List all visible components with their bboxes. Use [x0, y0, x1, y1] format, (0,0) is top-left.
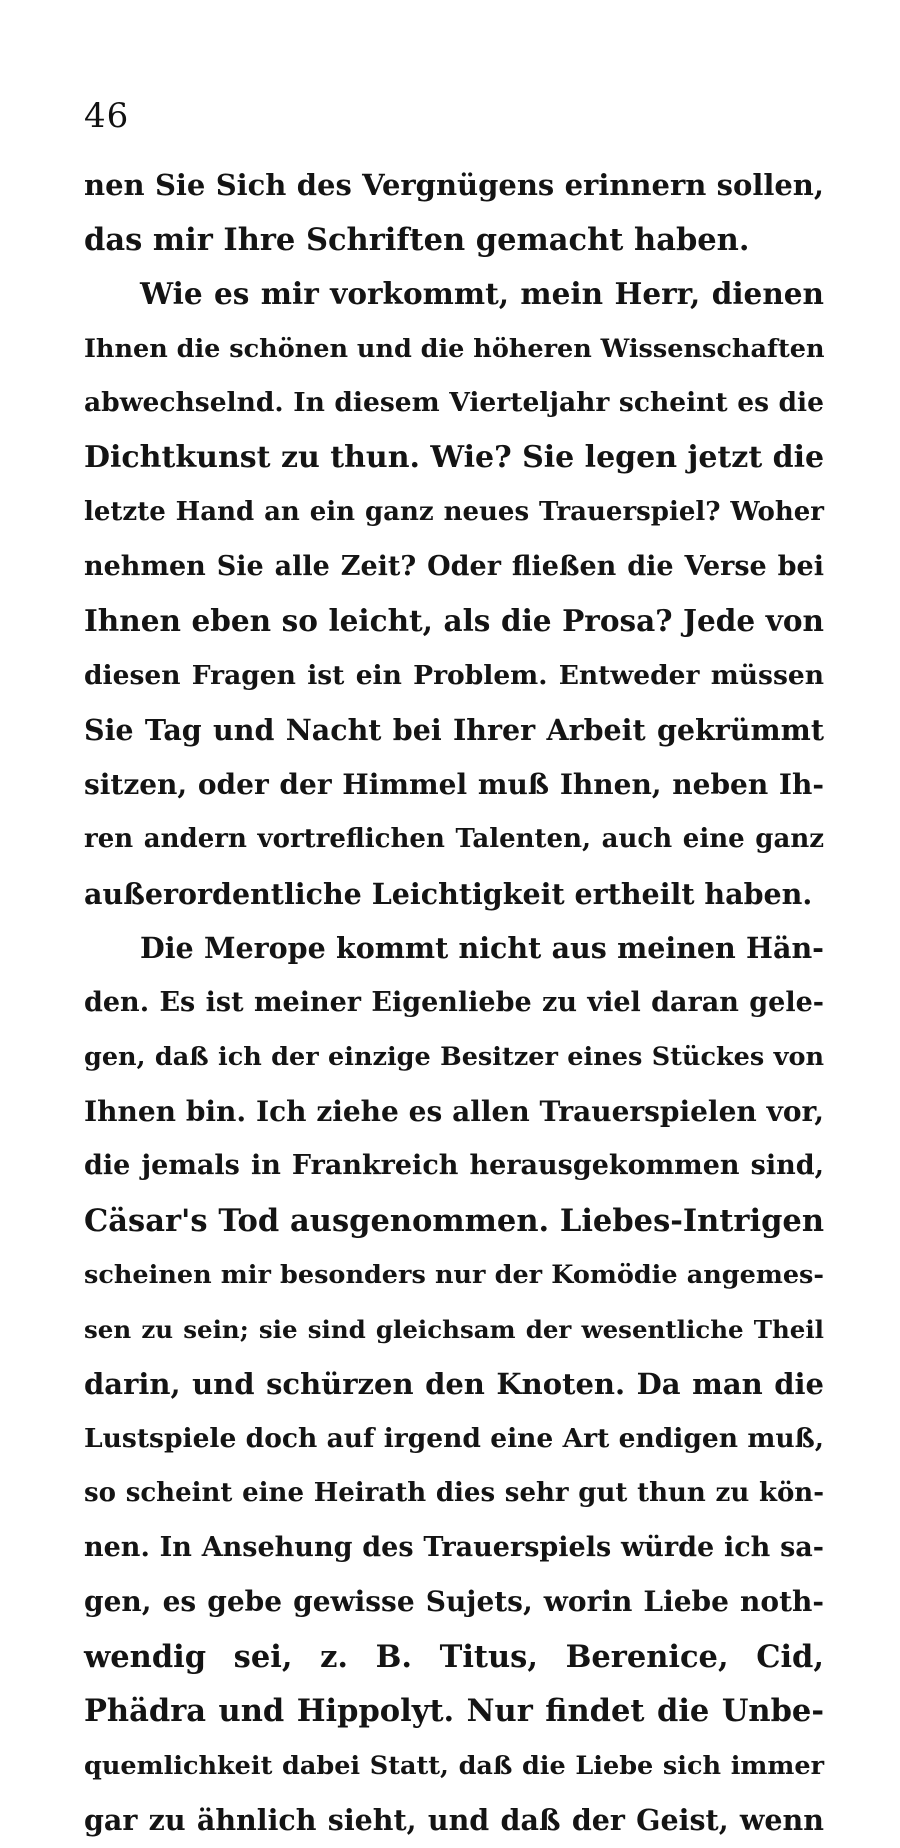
text-line: Ihnen bin. Ich ziehe es allen Trauerspielen vor, — [84, 1094, 824, 1128]
text-line: quemlichkeit dabei Statt, daß die Liebe sich immer — [84, 1750, 824, 1781]
text-line: den. Es ist meiner Eigenliebe zu viel daran gele- — [84, 986, 824, 1018]
text-line: wendig sei, z. B. Titus, Berenice, Cid, — [84, 1638, 824, 1675]
text-line: Wie es mir vorkommt, mein Herr, dienen — [140, 276, 824, 311]
text-line: nen Sie Sich des Vergnügens erinnern sollen, — [84, 168, 824, 202]
text-line: Dichtkunst zu thun. Wie? Sie legen jetzt die — [84, 439, 825, 475]
text-line: so scheint eine Heirath dies sehr gut thun zu kön- — [84, 1478, 824, 1508]
text-line: nehmen Sie alle Zeit? Oder fließen die Verse bei — [84, 550, 824, 582]
text-line: Lustspiele doch auf irgend eine Art endigen muß, — [84, 1422, 824, 1454]
text-line: die jemals in Frankreich herausgekommen sind, — [84, 1150, 824, 1181]
page-number: 46 — [84, 96, 130, 136]
text-line: diesen Fragen ist ein Problem. Entweder müssen — [84, 659, 824, 691]
text-line: sen zu sein; sie sind gleichsam der wesentliche Theil — [84, 1314, 824, 1344]
text-line: gen, daß ich der einzige Besitzer eines Stückes von — [84, 1042, 824, 1072]
text-line: außerordentliche Leichtigkeit ertheilt haben. — [84, 876, 813, 911]
text-line: Sie Tag und Nacht bei Ihrer Arbeit gekrümmt — [84, 713, 824, 747]
text-line: Ihnen eben so leicht, als die Prosa? Jede von — [84, 603, 824, 638]
text-line: sitzen, oder der Himmel muß Ihnen, neben Ih- — [84, 767, 824, 801]
text-line: gar zu ähnlich sieht, und daß der Geist, wenn — [84, 1803, 824, 1837]
text-line: gen, es gebe gewisse Sujets, worin Liebe noth- — [84, 1585, 824, 1618]
text-line: nen. In Ansehung des Trauerspiels würde ich sa- — [84, 1531, 824, 1563]
text-line: ren andern vortreflichen Talenten, auch eine ganz — [84, 824, 824, 854]
text-line: das mir Ihre Schriften gemacht haben. — [84, 221, 750, 258]
body-text — [84, 158, 824, 1848]
text-line: Cäsar's Tod ausgenommen. Liebes-Intrigen — [84, 1202, 824, 1239]
text-line: darin, und schürzen den Knoten. Da man die — [84, 1367, 824, 1401]
text-line: scheinen mir besonders nur der Komödie angemes- — [84, 1260, 824, 1290]
text-line: Ihnen die schönen und die höheren Wissenschaften — [84, 333, 825, 364]
text-line: abwechselnd. In diesem Vierteljahr scheint es die — [84, 387, 824, 418]
text-line: Die Merope kommt nicht aus meinen Hän- — [140, 931, 824, 965]
text-line: letzte Hand an ein ganz neues Trauerspiel? Woher — [84, 497, 824, 527]
text-line: Phädra und Hippolyt. Nur findet die Unbe- — [84, 1693, 824, 1729]
